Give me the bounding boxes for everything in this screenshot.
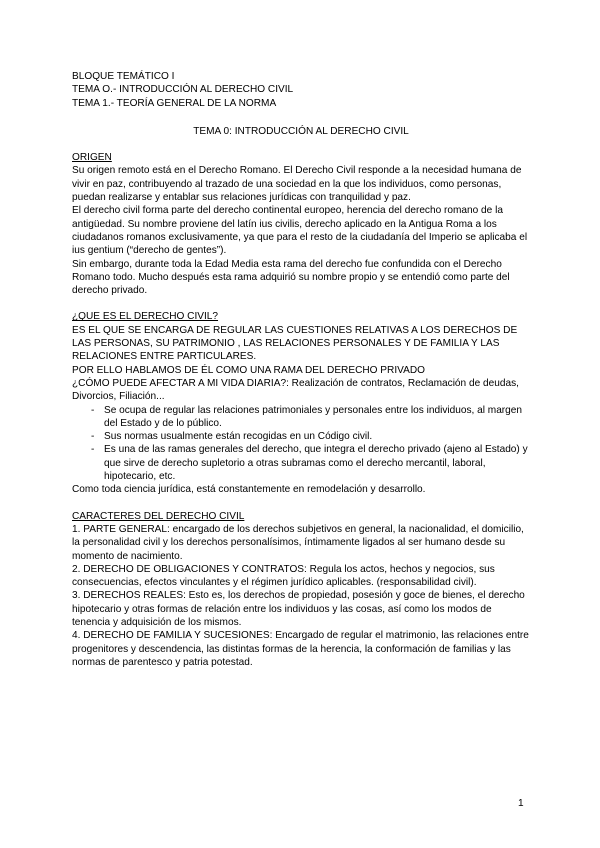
caracteres-heading: CARACTERES DEL DERECHO CIVIL: [72, 510, 245, 522]
caracteres-item-2: 2. DERECHO DE OBLIGACIONES Y CONTRATOS: Regula los actos, hechos y negocios, sus consecuencias, efectos vinculantes y el régimen jurídico aplicables. (responsabilidad civil).: [72, 563, 495, 589]
section-caracteres: [72, 510, 530, 670]
origen-paragraph-3: Sin embargo, durante toda la Edad Media esta rama del derecho fue confundida con el Derecho Romano todo. Mucho después esta rama adquirió su nombre propio y se entendió como parte del derecho privado.: [72, 258, 510, 297]
header-tema-0: TEMA O.- INTRODUCCIÓN AL DERECHO CIVIL: [72, 84, 294, 96]
page-number: 1: [518, 798, 524, 809]
que-es-bullet-list: [72, 404, 530, 484]
que-es-definition: ES EL QUE SE ENCARGA DE REGULAR LAS CUESTIONES RELATIVAS A LOS DERECHOS DE LAS PERSONAS, SU PATRIMONIO , LAS RELACIONES PERSONALES Y DE FAMILIA Y LAS RELACIONES ENTRE PARTICULARES.: [72, 324, 518, 363]
origen-paragraph-2: El derecho civil forma parte del derecho continental europeo, herencia del derecho romano de la antigüedad. Su nombre proviene del latín ius civilis, derecho aplicado en la Antigua Roma a los ciudadanos romanos exclusivamente, ya que para el resto de la ciudadanía del Imperio se aplicaba el ius gentium (“derecho de gentes”).: [72, 205, 528, 257]
list-item: - Se ocupa de regular las relaciones patrimoniales y personales entre los individuos, al margen del Estado y de lo público.: [91, 404, 530, 431]
list-item: - Es una de las ramas generales del derecho, que integra el derecho privado (ajeno al Estado) y que sirve de derecho supletorio a otras subramas como el derecho mercantil, laboral, hipotecario, etc.: [91, 443, 530, 483]
header-tema-1: TEMA 1.- TEORÍA GENERAL DE LA NORMA: [72, 97, 277, 109]
origen-paragraph-1: Su origen remoto está en el Derecho Romano. El Derecho Civil responde a la necesidad humana de vivir en paz, contribuyendo al trazado de una sociedad en la que los individuos, como personas, puedan realizarse y entablar sus relaciones jurídicas con tranquilidad y paz.: [72, 165, 522, 204]
que-es-rama-privado: POR ELLO HABLAMOS DE ÉL COMO UNA RAMA DEL DERECHO PRIVADO: [72, 364, 425, 376]
caracteres-item-4: 4. DERECHO DE FAMILIA Y SUCESIONES: Encargado de regular el matrimonio, las relaciones entre progenitores y descendencia, las distintas formas de la herencia, la conformación de familias y las normas de parentesco y patria potestad.: [72, 630, 529, 668]
section-que-es: [72, 310, 530, 496]
que-es-heading: ¿QUE ES EL DERECHO CIVIL?: [72, 311, 219, 323]
document-header: [72, 70, 530, 110]
origen-heading: ORIGEN: [72, 152, 112, 164]
header-block-title: BLOQUE TEMÁTICO I: [72, 71, 175, 82]
caracteres-item-3: 3. DERECHOS REALES: Esto es, los derechos de propiedad, posesión y goce de bienes, el derecho hipotecario y otras formas de relación entre los individuos y las cosas, así como los modos de tenencia y adquisición de los mismos.: [72, 590, 525, 628]
list-item: - Sus normas usualmente están recogidas en un Código civil.: [91, 430, 530, 443]
que-es-vida-diaria: ¿CÓMO PUEDE AFECTAR A MI VIDA DIARIA?: Realización de contratos, Reclamación de deudas, Divorcios, Filiación...: [72, 377, 519, 403]
caracteres-item-1: 1. PARTE GENERAL: encargado de los derechos subjetivos en general, la nacionalidad, el domicilio, la personalidad civil y los derechos personalísimos, íntimamente ligados al ser humano desde su momento de nacimiento.: [72, 523, 524, 562]
section-origen: [72, 151, 530, 297]
document-page: [72, 70, 530, 669]
section-title: TEMA 0: INTRODUCCIÓN AL DERECHO CIVIL: [193, 125, 409, 137]
que-es-remodelacion: Como toda ciencia jurídica, está constantemente en remodelación y desarrollo.: [72, 484, 426, 496]
